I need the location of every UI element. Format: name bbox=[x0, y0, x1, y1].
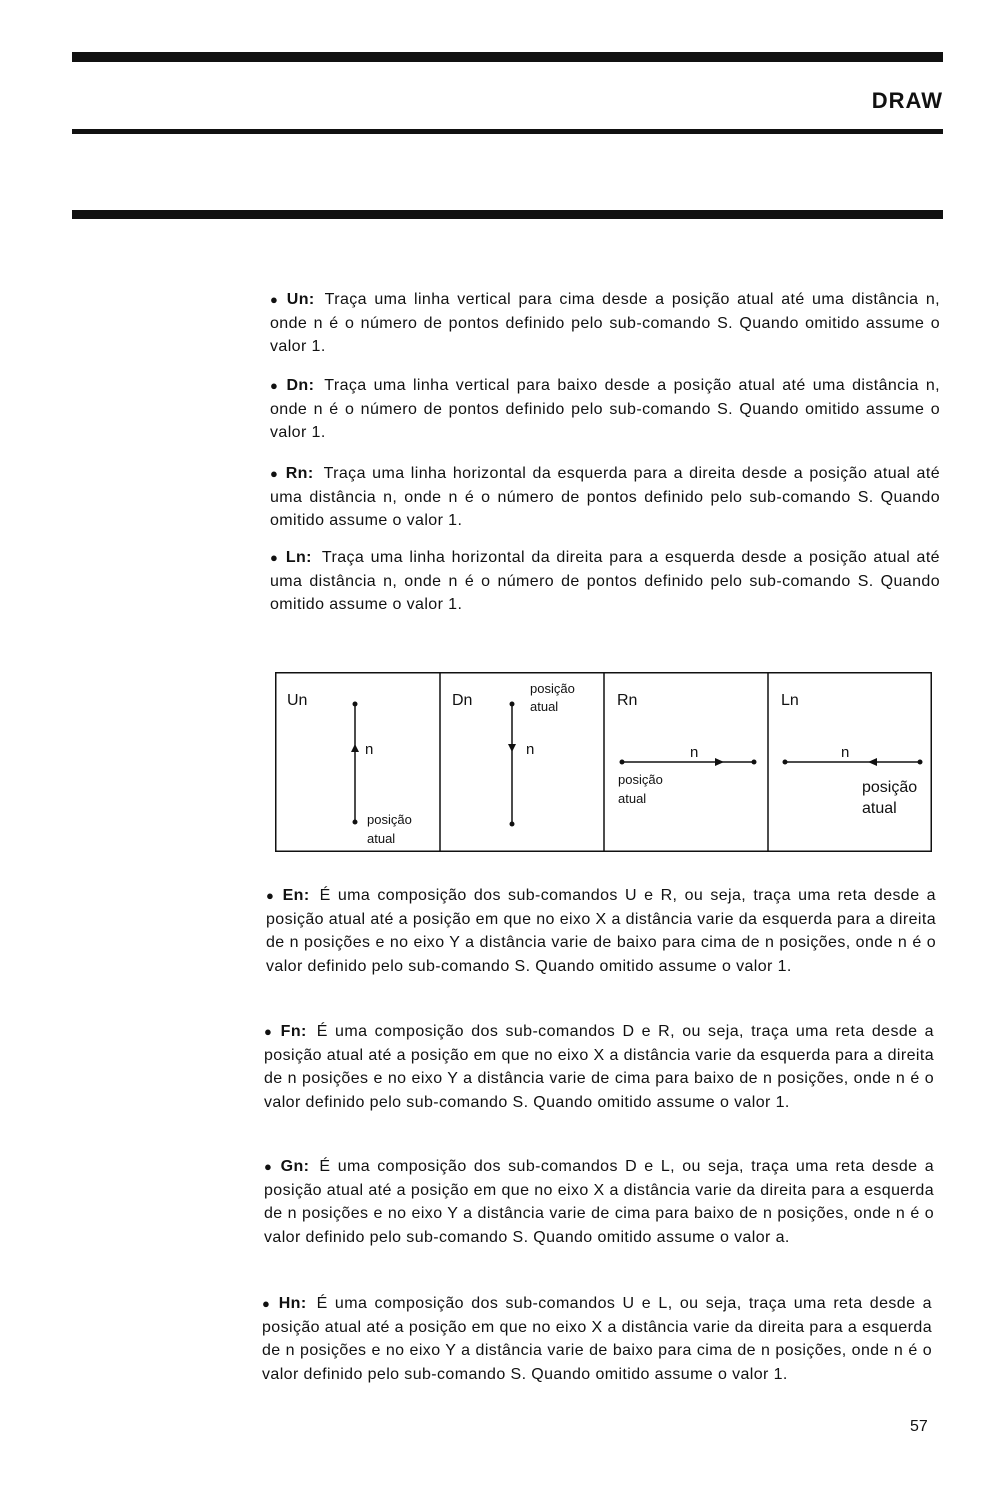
entry-term: Ln: bbox=[285, 549, 312, 566]
section-title: DRAW bbox=[871, 88, 943, 113]
entry-text: É uma composição dos sub-comandos D e R, ou seja, traça uma reta desde a posição atual até a posição em que no eixo X a distância varie da esquerda para a direita de n posições e no eixo Y a distância varie de cima para baixo de n posições, onde n é o valor definido pelo sub-comando S. Quando omitido assume o valor 1. bbox=[264, 1023, 934, 1111]
entry-fn bbox=[264, 1020, 934, 1114]
bullet-icon: ● bbox=[264, 1159, 275, 1174]
entry-term: Hn: bbox=[278, 1295, 307, 1312]
entry-en bbox=[266, 884, 936, 978]
panel-rn bbox=[617, 692, 757, 806]
position-label: atual bbox=[862, 800, 897, 817]
arrow-left-icon bbox=[868, 758, 877, 766]
panel-un bbox=[287, 692, 412, 846]
entry-ln bbox=[270, 546, 940, 617]
entry-rn bbox=[270, 462, 940, 533]
distance-label: n bbox=[841, 744, 850, 761]
arrow-down-icon bbox=[508, 744, 516, 752]
entry-term: Gn: bbox=[280, 1158, 310, 1175]
entry-text: Traça uma linha horizontal da esquerda para a direita desde a posição atual até uma distância n, onde n é o número de pontos definido pelo sub-comando S. Quando omitido assume o valor 1. bbox=[270, 465, 940, 529]
header-rule-bottom bbox=[72, 210, 943, 219]
panel-label: Rn bbox=[617, 692, 638, 709]
entry-text: Traça uma linha vertical para cima desde a posição atual até uma distância n, onde n é o número de pontos definido pelo sub-comando S. Quando omitido assume o valor 1. bbox=[270, 291, 940, 355]
entry-text: É uma composição dos sub-comandos U e R, ou seja, traça uma reta desde a posição atual até a posição em que no eixo X a distância varie da esquerda para a direita de n posições e no eixo Y a distância varie de baixo para cima de n posições, onde n é o valor definido pelo sub-comando S. Quando omitido assume o valor 1. bbox=[266, 887, 936, 975]
start-point bbox=[353, 820, 358, 825]
entry-text: Traça uma linha vertical para baixo desde a posição atual até uma distância n, onde n é o número de pontos definido pelo sub-comando S. Quando omitido assume o valor 1. bbox=[270, 377, 940, 441]
direction-diagram-svg bbox=[275, 672, 932, 852]
panel-label: Un bbox=[287, 692, 308, 709]
end-point bbox=[752, 760, 757, 765]
entry-text: Traça uma linha horizontal da direita para a esquerda desde a posição atual até uma distância n, onde n é o número de pontos definido pelo sub-comando S. Quando omitido assume o valor 1. bbox=[270, 549, 940, 613]
distance-label: n bbox=[690, 744, 699, 761]
bullet-icon: ● bbox=[264, 1024, 275, 1039]
bullet-icon: ● bbox=[270, 466, 280, 481]
entry-text: É uma composição dos sub-comandos D e L, ou seja, traça uma reta desde a posição atual até a posição em que no eixo X a distância varie da direita para a esquerda de n posições e no eixo Y a distância varie de cima para baixo de n posições, onde n é o valor definido pelo sub-comando S. Quando omitido assume o valor a. bbox=[264, 1158, 934, 1246]
position-label: atual bbox=[530, 699, 559, 714]
entry-text: É uma composição dos sub-comandos U e L, ou seja, traça uma reta desde a posição atual até a posição em que no eixo X a distância varie da direita para a esquerda de n posições e no eixo Y a distância varie de baixo para cima de n posições, onde n é o valor definido pelo sub-comando S. Quando omitido assume o valor 1. bbox=[262, 1295, 932, 1383]
bullet-icon: ● bbox=[270, 378, 281, 393]
end-point bbox=[510, 822, 515, 827]
panel-dn bbox=[452, 681, 575, 827]
entry-gn bbox=[264, 1155, 934, 1249]
entry-un bbox=[270, 288, 940, 359]
entry-term: Rn: bbox=[285, 465, 314, 482]
entry-term: En: bbox=[282, 887, 310, 904]
panel-ln bbox=[781, 692, 923, 817]
position-label: atual bbox=[618, 791, 647, 806]
start-point bbox=[918, 760, 923, 765]
direction-diagram bbox=[275, 672, 932, 852]
end-point bbox=[353, 702, 358, 707]
panel-label: Dn bbox=[452, 692, 473, 709]
entry-term: Fn: bbox=[280, 1023, 307, 1040]
start-point bbox=[510, 702, 515, 707]
arrow-up-icon bbox=[351, 744, 359, 752]
entry-term: Un: bbox=[286, 291, 315, 308]
start-point bbox=[620, 760, 625, 765]
bullet-icon: ● bbox=[262, 1296, 273, 1311]
panel-label: Ln bbox=[781, 692, 799, 709]
bullet-icon: ● bbox=[266, 888, 277, 903]
header-rule-middle bbox=[72, 129, 943, 134]
arrow-right-icon bbox=[715, 758, 724, 766]
entry-dn bbox=[270, 374, 940, 445]
page-number: 57 bbox=[910, 1418, 928, 1435]
end-point bbox=[783, 760, 788, 765]
bullet-icon: ● bbox=[270, 292, 281, 307]
entry-hn bbox=[262, 1292, 932, 1386]
position-label: atual bbox=[367, 831, 396, 846]
distance-label: n bbox=[526, 741, 535, 758]
header-rule-top bbox=[72, 52, 943, 62]
position-label: posição bbox=[862, 779, 918, 796]
entry-term: Dn: bbox=[286, 377, 315, 394]
distance-label: n bbox=[365, 741, 374, 758]
position-label: posição bbox=[618, 772, 663, 787]
position-label: posição bbox=[530, 681, 575, 696]
position-label: posição bbox=[367, 812, 412, 827]
bullet-icon: ● bbox=[270, 550, 280, 565]
